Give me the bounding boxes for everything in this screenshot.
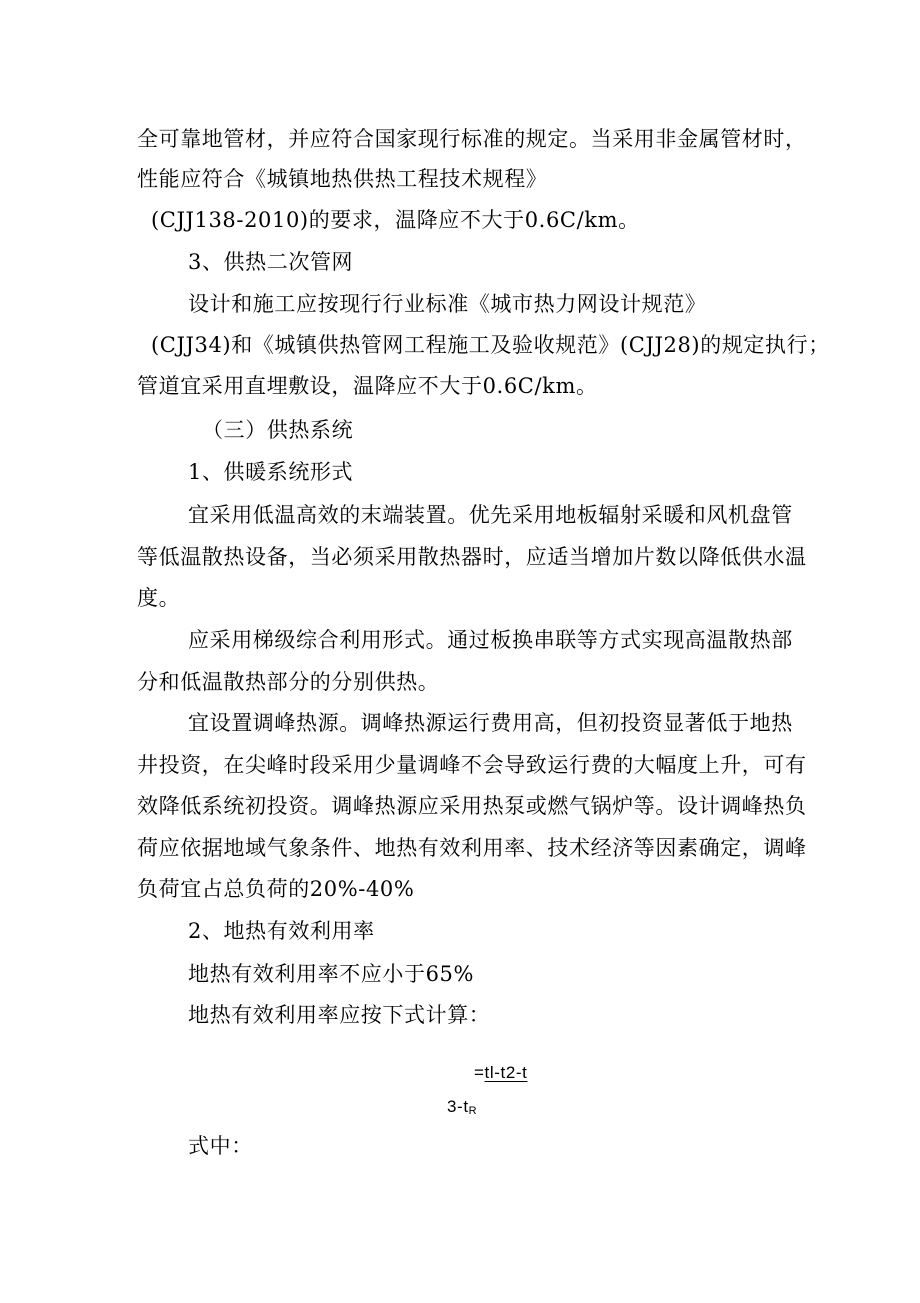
subsection-heading: 1、供暖系统形式 — [188, 460, 354, 484]
formula-equals: = — [474, 1063, 485, 1082]
body-text-line: 地热有效利用率应按下式计算： — [188, 1003, 491, 1027]
body-text-line: 应采用梯级综合利用形式。通过板换串联等方式实现高温散热部 — [188, 628, 793, 652]
body-text-line: 宜设置调峰热源。调峰热源运行费用高，但初投资显著低于地热 — [188, 711, 793, 735]
formula-numerator: tl-t2-t — [484, 1063, 528, 1082]
body-text-line: 分和低温散热部分的分别供热。 — [137, 670, 440, 694]
body-text-line: (CJJ138-2010)的要求，温降应不大于0.6C/km。 — [151, 208, 640, 232]
formula-numerator-row — [474, 1062, 527, 1084]
formula-denominator: 3-t — [447, 1097, 469, 1116]
body-text-line: 管道宜采用直埋敷设，温降应不大于0.6C/km。 — [137, 374, 598, 398]
formula-denominator-row — [447, 1096, 477, 1122]
body-text-line: 性能应符合《城镇地热供热工程技术规程》 — [137, 167, 548, 191]
body-text-line: 度。 — [137, 586, 181, 610]
body-text-line: 全可靠地管材，并应符合国家现行标准的规定。当采用非金属管材时， — [137, 127, 807, 151]
body-text-line: 地热有效利用率不应小于65% — [188, 962, 475, 986]
body-text-line: (CJJ34)和《城镇供热管网工程施工及验收规范》(CJJ28)的规定执行； — [151, 333, 830, 357]
subsection-heading: 2、地热有效利用率 — [188, 919, 375, 943]
body-text-line: 效降低系统初投资。调峰热源应采用热泵或燃气锅炉等。设计调峰热负 — [137, 794, 807, 818]
formula-denominator-subscript: R — [468, 1105, 478, 1117]
section-heading: 3、供热二次管网 — [188, 250, 354, 274]
body-text-line: 宜采用低温高效的末端装置。优先采用地板辐射采暖和风机盘管 — [188, 503, 793, 527]
body-text-line: 荷应依据地域气象条件、地热有效利用率、技术经济等因素确定，调峰 — [137, 836, 807, 860]
body-text-line: 式中： — [188, 1134, 253, 1158]
body-text-line: 等低温散热设备，当必须采用散热器时，应适当增加片数以降低供水温 — [137, 545, 807, 569]
body-text-line: 设计和施工应按现行行业标准《城市热力网设计规范》 — [188, 292, 707, 316]
body-text-line: 井投资，在尖峰时段采用少量调峰不会导致运行费的大幅度上升，可有 — [137, 753, 807, 777]
section-heading: （三）供热系统 — [202, 418, 354, 442]
body-text-line: 负荷宜占总负荷的20%-40% — [137, 877, 415, 901]
